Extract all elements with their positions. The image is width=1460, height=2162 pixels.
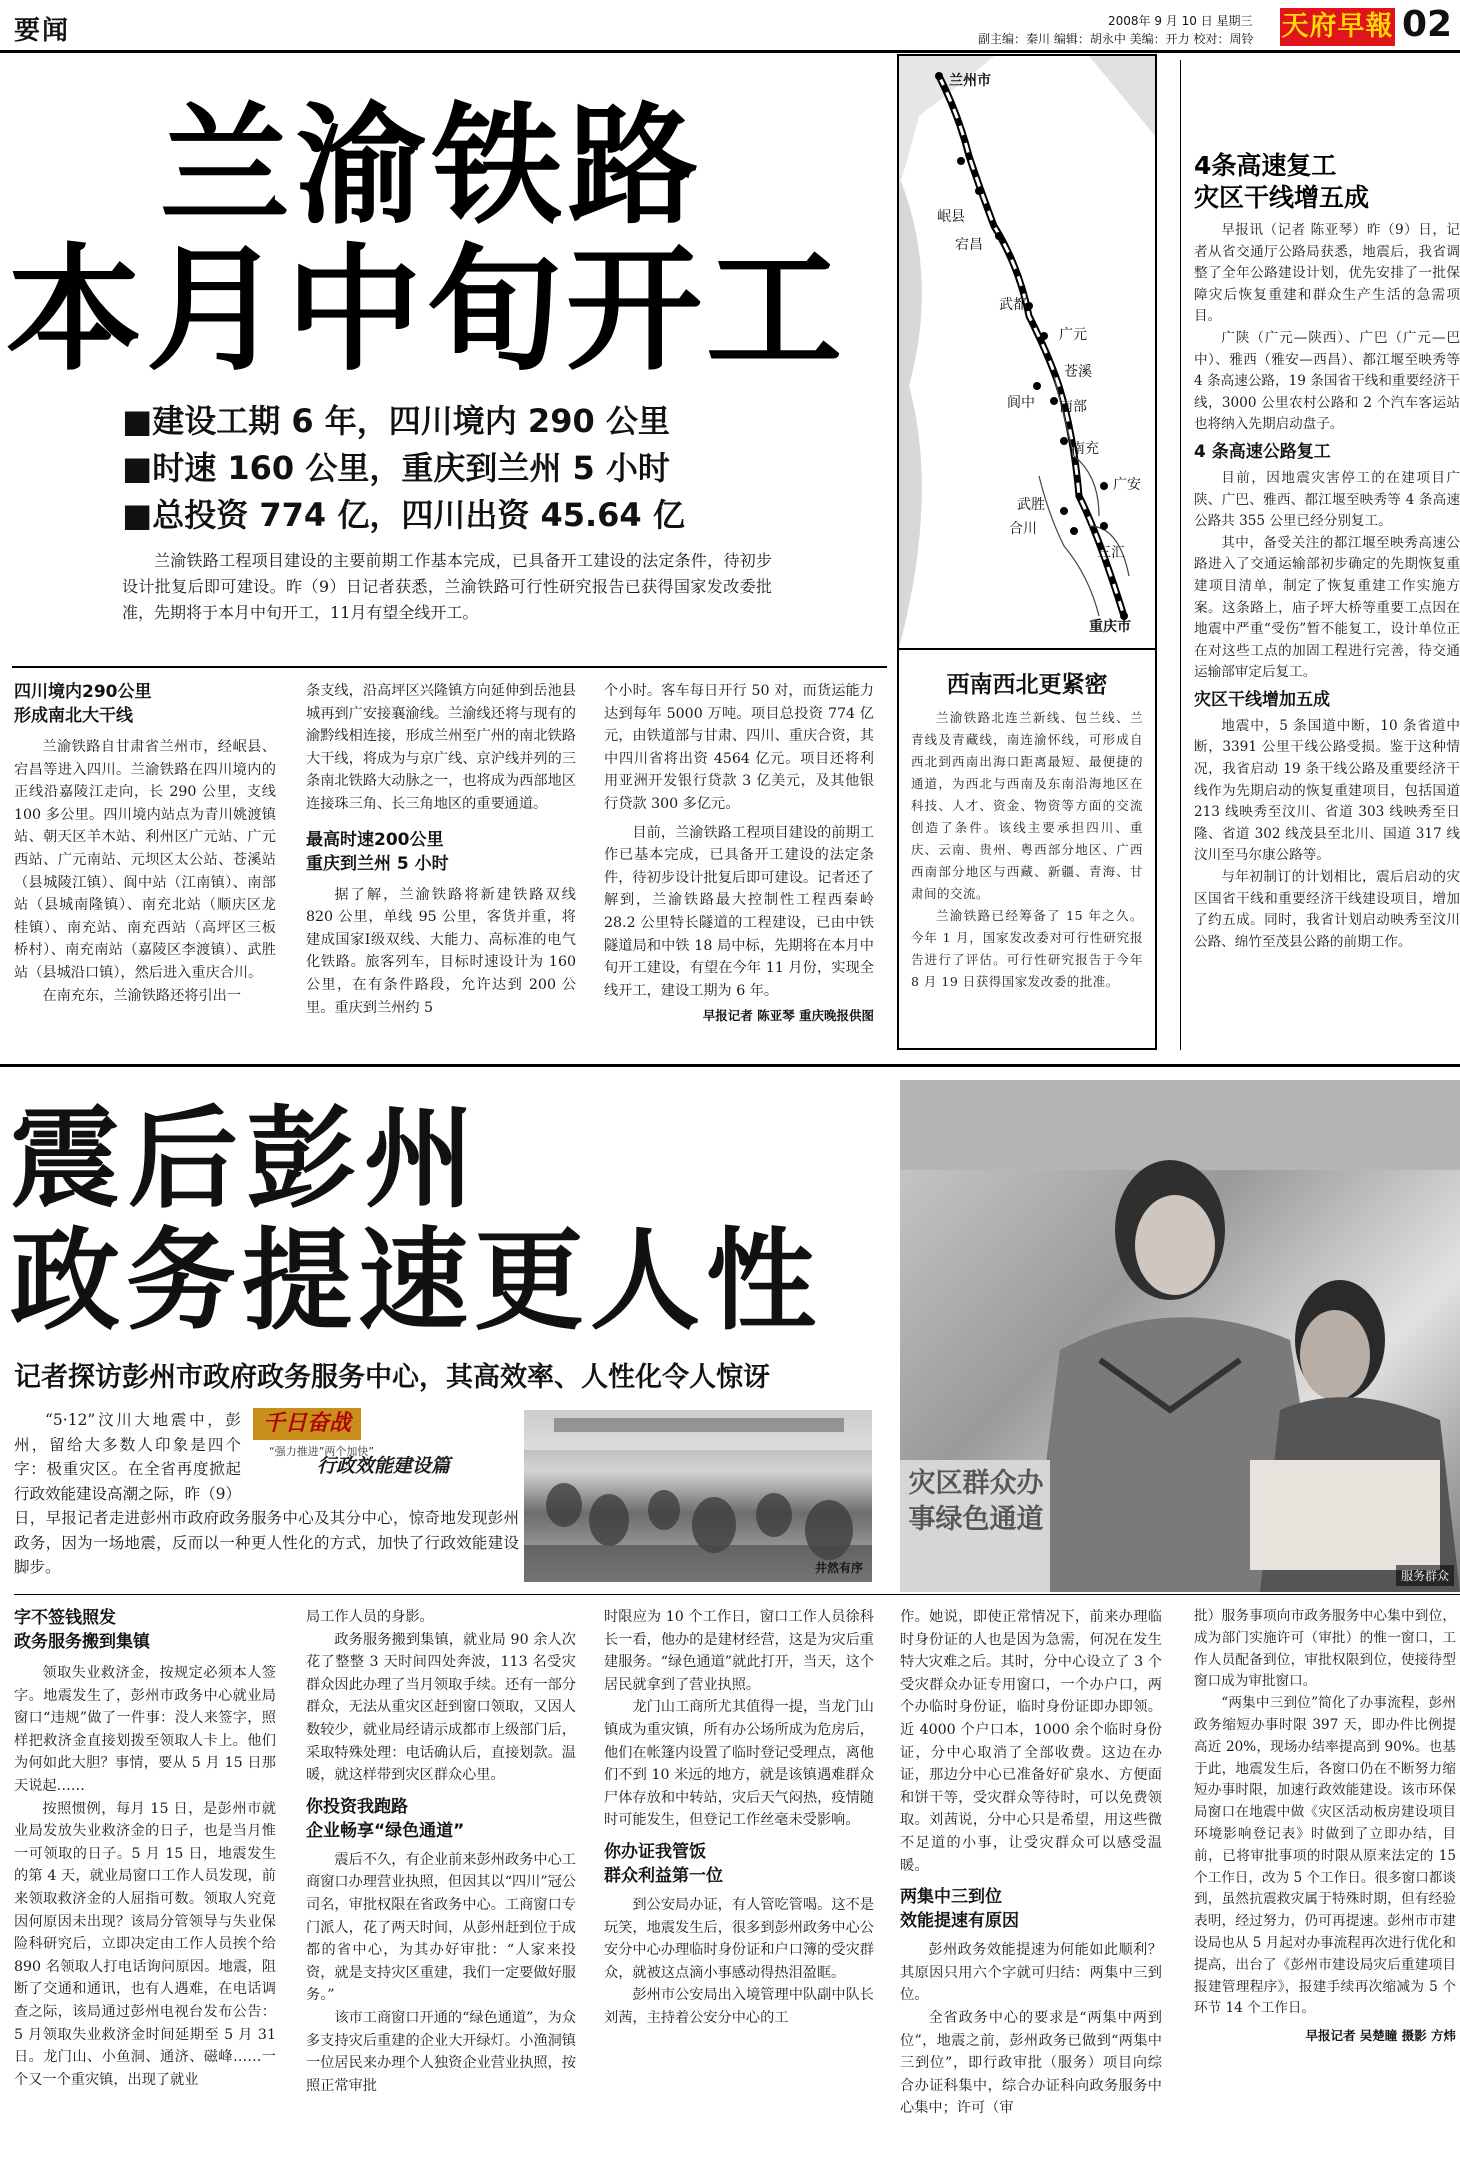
page-number: 02	[1402, 4, 1453, 45]
map-city-guangyuan: 广元	[1059, 327, 1087, 343]
fact-1: ■建设工期 6 年，四川境内 290 公里	[122, 402, 670, 440]
sidebar-paragraph-2: 兰渝铁路已经筹备了 15 年之久。今年 1 月，国家发改委对可行性研究报告进行了评估。可行性研究报告于今年 8 月 19 日获得国家发改委的批准。	[911, 908, 1143, 989]
c4-subhead-1: 两集中三到位	[900, 1887, 1002, 1908]
headline-line-2: 本月中旬开工	[6, 232, 846, 390]
section-label: 要闻	[14, 16, 71, 46]
story2-paragraph-4: 其中，备受关注的都江堰至映秀高速公路进入了交通运输部初步确定的先期恢复重建项目清单，制定了恢复重建工作实施方案。这条路上，庙子坪大桥等重要工点因在地震中严重“受伤”暂不能复工，设计单位正在对这些工点的加固工程进行完善，待交通运输部审定后复工。	[1194, 534, 1460, 681]
story2-paragraph-2: 广陕（广元—陕西）、广巴（广元—巴中）、雅西（雅安—西昌）、都江堰至映秀等 4 条高速公路，19 条国省干线和重要经济干线，3000 公里农村公路和 2 个汽车客运站也将纳入先期启动盘子。	[1194, 329, 1460, 433]
story3-lead: 千日奋战 “强力推进”两个加快” 行政效能建设篇 “5·12”汶川大地震中，彭州，留给大多数人印象是四个字：极重灾区。在全省再度掀起行政效能建设高潮之际，昨（9）日，早报记者走进彭州市政府政务服务中心及其分中心，惊奇地发现彭州政务，因为一场地震，反而以一种更人性化的方式，加快了行政效能建设脚步。	[14, 1408, 519, 1580]
fact-3: ■总投资 774 亿，四川出资 45.64 亿	[122, 496, 685, 534]
col1-paragraph-2: 在南充东，兰渝铁路还将引出一	[42, 987, 242, 1004]
subhead-200kmh-2: 重庆到兰州 5 小时	[306, 853, 449, 874]
headline-line-1: 兰渝铁路	[160, 90, 705, 242]
c4-paragraph-3: 全省政务中心的要求是“两集中两到位”，地震之前，彭州政务已做到“两集中三到位”，即行政审批（服务）项目向综合办证科集中，综合办证科向政务服务中心集中；许可（审	[900, 2009, 1162, 2117]
photo-sign: 灾区群众办事绿色通道	[908, 1468, 1044, 1535]
story-highway	[1194, 150, 1460, 1040]
map-city-wusheng: 武胜	[1017, 497, 1045, 513]
map-city-wudu: 武都	[999, 297, 1027, 313]
c3-paragraph-2: 龙门山工商所尤其值得一提，当龙门山镇成为重灾镇，所有办公场所成为危房后，他们在帐篷内设置了临时登记受理点，离他们不到 10 米远的地方，就是该镇遇难群众尸体存放和中转站，灾后天气闷热，疫情随时可能发生，但登记工作丝毫未受影响。	[604, 1699, 874, 1829]
badge-main: 千日奋战	[253, 1408, 361, 1440]
col2-paragraph: 条支线，沿高坪区兴隆镇方向延伸到岳池县城再到广安接襄渝线。兰渝线还将与现有的渝黔线相连接，形成兰州至广州的南北铁路大干线，将成为与京广线、京沪线并列的三条南北铁路大动脉之一，也将成为西部地区连接珠三角、长三角地区的重要通道。	[306, 683, 576, 812]
map-city-dangchang: 宕昌	[955, 237, 983, 253]
badge-sub: “强力推进”两个加快”	[269, 1445, 375, 1458]
story2-lead: 早报讯（记者 陈亚琴）昨（9）日，记者从省交通厅公路局获悉，地震后，我省调整了全年公路建设计划，优先安排了一批保障灾后恢复重建和群众生产生活的急需项目。	[1194, 222, 1460, 325]
story2-subhead-1: 4 条高速公路复工	[1194, 441, 1331, 462]
section-divider	[0, 1064, 1460, 1067]
c1-paragraph-1: 领取失业救济金，按规定必须本人签字。地震发生了，彭州市政务中心就业局窗口“违规”做了一件事：没人来签字，照样把救济金直接划拨至领取人卡上。他们为何如此大胆？事情，要从 5 月 15 日那天说起……	[14, 1665, 276, 1794]
c1-subhead-1: 字不签钱照发	[14, 1608, 116, 1628]
c1-paragraph-2: 按照惯例，每月 15 日，是彭州市就业局发放失业救济金的日子，也是当月惟一可领取的日子。5 月 15 日，地震发生的第 4 天，就业局窗口工作人员发现，前来领取救济金的人屈指可数。领取人究竟因何原因未出现？该局分管领导与失业保险科研究后，立即决定由工作人员挨个给 890 名领取人打电话询问原因。地震，阻断了交通和通讯，也有人遇难，在电话调查之际，该局通过彭州电视台发布公告：5 月领取失业救济金时间延期至 5 月 31 日。龙门山、小鱼洞、通济、磁峰……一个又一个重灾镇，出现了就业	[14, 1800, 276, 2088]
story2-headline-2: 灾区干线增五成	[1194, 183, 1370, 212]
map-city-sanhui: 三汇	[1097, 545, 1125, 561]
c4-paragraph-2: 彭州政务效能提速为何能如此顺利？其原因只用六个字就可归结：两集中三到位。	[900, 1942, 1162, 2004]
c3-paragraph-1: 时限应为 10 个工作日，窗口工作人员徐科长一看，他办的是建材经营，这是为灾后重建服务。“绿色通道”就此打开，当天，这个居民就拿到了营业执照。	[604, 1609, 874, 1693]
c4-paragraph-1: 作。她说，即使正常情况下，前来办理临时身份证的人也是因为急需，何况在发生特大灾难之后。其时，分中心设立了 3 个受灾群众办证专用窗口，一个办户口，两个办临时身份证，临时身份证即办即领。近 4000 个户口本，1000 余个临时身份证，分中心取消了全部收费。这边在办证，那边分中心已准备好矿泉水、方便面和饼干等，受灾群众等待时，可以免费领取。刘茜说，分中心只是希望，用这些微不足道的小事，让受灾群众可以感受温暖。	[900, 1609, 1162, 1874]
campaign-badge	[249, 1408, 519, 1482]
story3-deck: 记者探访彭州市政府政务服务中心，其高效率、人性化令人惊讶	[14, 1362, 770, 1393]
story2-subhead-2: 灾区干线增加五成	[1194, 689, 1330, 710]
story3-col-2	[306, 1606, 576, 2154]
c2-paragraph-2: 政务服务搬到集镇，就业局 90 余人次花了整整 3 天时间四处奔波，113 名受灾群众因此办理了当月领取手续。还有一部分群众，无法从重灾区赶到窗口领取，又因人数较少，就业局经请示成都市上级部门后，采取特殊处理：电话确认后，直接划款。温暖，就这样带到灾区群众心里。	[306, 1631, 576, 1784]
c3-paragraph-4: 彭州市公安局出入境管理中队副中队长刘茜，主持着公安分中心的工	[604, 1987, 874, 2026]
c5-paragraph-1: 批）服务事项向市政务服务中心集中到位，成为部门实施许可（审批）的惟一窗口，工作人员配备到位，审批权限到位，使接待型窗口成为审批窗口。	[1194, 1608, 1456, 1690]
story2-paragraph-6: 与年初制订的计划相比，震后启动的灾区国省干线和重要经济干线建设项目，增加了约五成。同时，我省计划启动映秀至汶川公路、绵竹至茂县公路的前期工作。	[1194, 869, 1460, 950]
subhead-200kmh-1: 最高时速200公里	[306, 829, 444, 850]
c3-subhead-2: 群众利益第一位	[604, 1865, 723, 1886]
map-city-nanbu: 南部	[1059, 399, 1087, 415]
c2-subhead-1: 你投资我跑路	[306, 1796, 408, 1817]
story3-col-1	[14, 1606, 276, 2154]
story3-credit: 早报记者 吴楚瞳 摄影 方炜	[1305, 2028, 1456, 2044]
col3-paragraph-2: 目前，兰渝铁路工程项目建设的前期工作已基本完成，已具备开工建设的法定条件，待初步设计批复后即可建设。记者还了解到，兰渝铁路最大控制性工程西秦岭 28.2 公里特长隧道的工程建设，已由中铁隧道局和中铁 18 局中标，先期将在本月中旬开工建设，有望在今年 11 月份，实现全线开工，建设工期为 6 年。	[604, 824, 874, 999]
header-rule	[0, 50, 1460, 53]
sidebar-paragraph-1: 兰渝铁路北连兰新线、包兰线、兰青线及青藏线，南连渝怀线，可形成自西北到西南出海口距离最短、最便捷的通道，为西北与西南及东南沿海地区在科技、人才、资金、物资等方面的交流创造了条件。该线主要承担四川、重庆、云南、贵州、粤西部分地区、广西西南部分地区与西藏、新疆、青海、甘肃间的交流。	[911, 710, 1143, 901]
paper-name: 天府早報	[1281, 11, 1394, 42]
column-rule-right	[1180, 60, 1181, 1050]
c5-paragraph-2: “两集中三到位”简化了办事流程，彭州政务缩短办事时限 397 天，即办件比例提高近 20%，现场办结率提高到 90%。也基于此，地震发生后，各窗口仍在不断努力缩短办事时限，加速行政效能建设。该市环保局窗口在地震中做《灾区活动板房建设项目环境影响登记表》时做到了立即办结，目前，已将审批事项的时限从原来法定的 15 个工作日，改为 5 个工作日。很多窗口都谈到，虽然抗震救灾属于特殊时期，但有经验表明，经过努力，仍可再提速。彭州市市建设局也从 5 月起对办事流程再次进行优化和提高，出台了《彭州市建设局灾后重建项目报建管理程序》，报建手续再次缩减为 5 个环节 14 个工作日。	[1194, 1695, 1456, 2017]
photo-hall-credit: 井然有序	[814, 1561, 863, 1575]
story1-lead-rule	[12, 666, 887, 668]
photo-service	[900, 1080, 1460, 1592]
story2-paragraph-3: 目前，因地震灾害停工的在建项目广陕、广巴、雅西、都江堰至映秀等 4 条高速公路共 355 公里已经分别复工。	[1194, 469, 1460, 530]
paper-logo	[1280, 8, 1395, 46]
c3-subhead-1: 你办证我管饭	[604, 1841, 706, 1862]
story1-col-3	[604, 680, 874, 1024]
story3-col-3	[604, 1606, 874, 2154]
c2-subhead-2: 企业畅享“绿色通道”	[306, 1820, 465, 1841]
c4-subhead-2: 效能提速有原因	[900, 1911, 1019, 1932]
sidebar-title: 西南西北更紧密	[946, 672, 1108, 698]
subhead-290km-1: 四川境内290公里	[14, 682, 152, 702]
story1-credit: 早报记者 陈亚琴 重庆晚报供图	[702, 1008, 874, 1024]
col1-paragraph: 兰渝铁路自甘肃省兰州市，经岷县、宕昌等进入四川。兰渝铁路在四川境内的正线沿嘉陵江走向，长 290 公里，支线 100 多公里。四川境内站点为青川姚渡镇站、朝天区羊木站、利州区广元站、广元西站、广元南站、元坝区太公站、苍溪站（县城陵江镇）、阆中站（江南镇）、南部站（县城南隆镇）、南充北站（顺庆区龙桂镇）、南充站、南充西站（高坪区三板桥村）、南充南站（嘉陵区李渡镇）、武胜站（县城沿口镇），然后进入重庆合川。	[14, 739, 276, 981]
map-city-guangan: 广安	[1113, 477, 1141, 493]
story2-headline-1: 4条高速复工	[1194, 151, 1337, 180]
c2-paragraph-3: 震后不久，有企业前来彭州政务中心工商窗口办理营业执照，但因其以“四川”冠公司名，审批权限在省政务中心。工商窗口专门派人，花了两天时间，从彭州赶到位于成都的省中心，为其办好审批：“人家来投资，就是支持灾区重建，我们一定要做好服务。”	[306, 1851, 576, 2004]
story3-photo-rule	[14, 1594, 1460, 1595]
date-line: 2008年 9 月 10 日 星期三	[1108, 14, 1253, 28]
story1-lead: 兰渝铁路工程项目建设的主要前期工作基本完成，已具备开工建设的法定条件，待初步设计批复后即可建设。昨（9）日记者获悉，兰渝铁路可行性研究报告已获得国家发改委批准，先期将于本月中旬开工，11月有望全线开工。	[122, 551, 772, 622]
editors-line: 副主编：秦川 编辑：胡永中 美编：开力 校对：周铃	[978, 32, 1254, 46]
c1-subhead-2: 政务服务搬到集镇	[14, 1632, 150, 1652]
map-city-lanzhou: 兰州市	[949, 73, 991, 89]
story3-headline-1: 震后彭州	[10, 1095, 482, 1223]
map-city-nanchong: 南充	[1071, 441, 1099, 457]
sidebar-text	[911, 707, 1143, 993]
photo-hall	[524, 1410, 872, 1582]
col2-paragraph-2: 据了解，兰渝铁路将新建铁路双线 820 公里，单线 95 公里，客货并重，将建成国家Ⅰ级双线、大能力、高标准的电气化铁路。旅客列车，目标时速设计为 160 公里，在有条件路段，允许达到 200 公里。重庆到兰州约 5	[306, 886, 576, 1016]
map-city-minxian: 岷县	[937, 209, 965, 225]
badge-title: 行政效能建设篇	[317, 1455, 451, 1477]
c2-paragraph-1: 局工作人员的身影。	[306, 1609, 434, 1625]
subhead-290km-2: 形成南北大干线	[14, 706, 133, 726]
story3-headline-2: 政务提速更人性	[10, 1217, 822, 1345]
c2-paragraph-4: 该市工商窗口开通的“绿色通道”，为众多支持灾后重建的企业大开绿灯。小渔洞镇一位居民来办理个人独资企业营业执照，按照正常审批	[306, 2009, 576, 2094]
route-map	[897, 54, 1157, 650]
story3-col-4	[900, 1606, 1162, 2154]
story3-col-5	[1194, 1606, 1456, 2154]
map-city-hechuan: 合川	[1009, 521, 1037, 537]
map-city-cangxi: 苍溪	[1064, 364, 1092, 380]
photo-service-credit: 服务群众	[1396, 1565, 1454, 1586]
map-city-langzhong: 阆中	[1007, 395, 1035, 411]
sidebar-box	[897, 650, 1157, 1050]
c3-paragraph-3: 到公安局办证，有人管吃管喝。这不是玩笑，地震发生后，很多到彭州政务中心公安分中心办理临时身份证和户口簿的受灾群众，就被这点滴小事感动得热泪盈眶。	[604, 1896, 874, 1981]
story2-paragraph-5: 地震中，5 条国道中断，10 条省道中断，3391 公里干线公路受损。鉴于这种情况，我省启动 19 条干线公路及重要经济干线作为先期启动的恢复重建项目，包括国道 213 线映秀至汶川、省道 303 线映秀至日隆、省道 302 线茂县至北川、国道 317 线汶川至马尔康公路等。	[1194, 717, 1460, 864]
map-city-chongqing: 重庆市	[1089, 619, 1131, 635]
story1-col-2	[306, 680, 576, 1019]
col3-paragraph: 个小时。客车每日开行 50 对，而货运能力达到每年 5000 万吨。项目总投资 774 亿元，由铁道部与甘肃、四川、重庆合资，其中四川省将出资 4564 亿元。项目还将利用亚洲开发银行贷款 3 亿美元，及其他银行贷款 300 多亿元。	[604, 683, 874, 812]
story1-col-1	[14, 680, 276, 1007]
fact-2: ■时速 160 公里，重庆到兰州 5 小时	[122, 449, 670, 487]
